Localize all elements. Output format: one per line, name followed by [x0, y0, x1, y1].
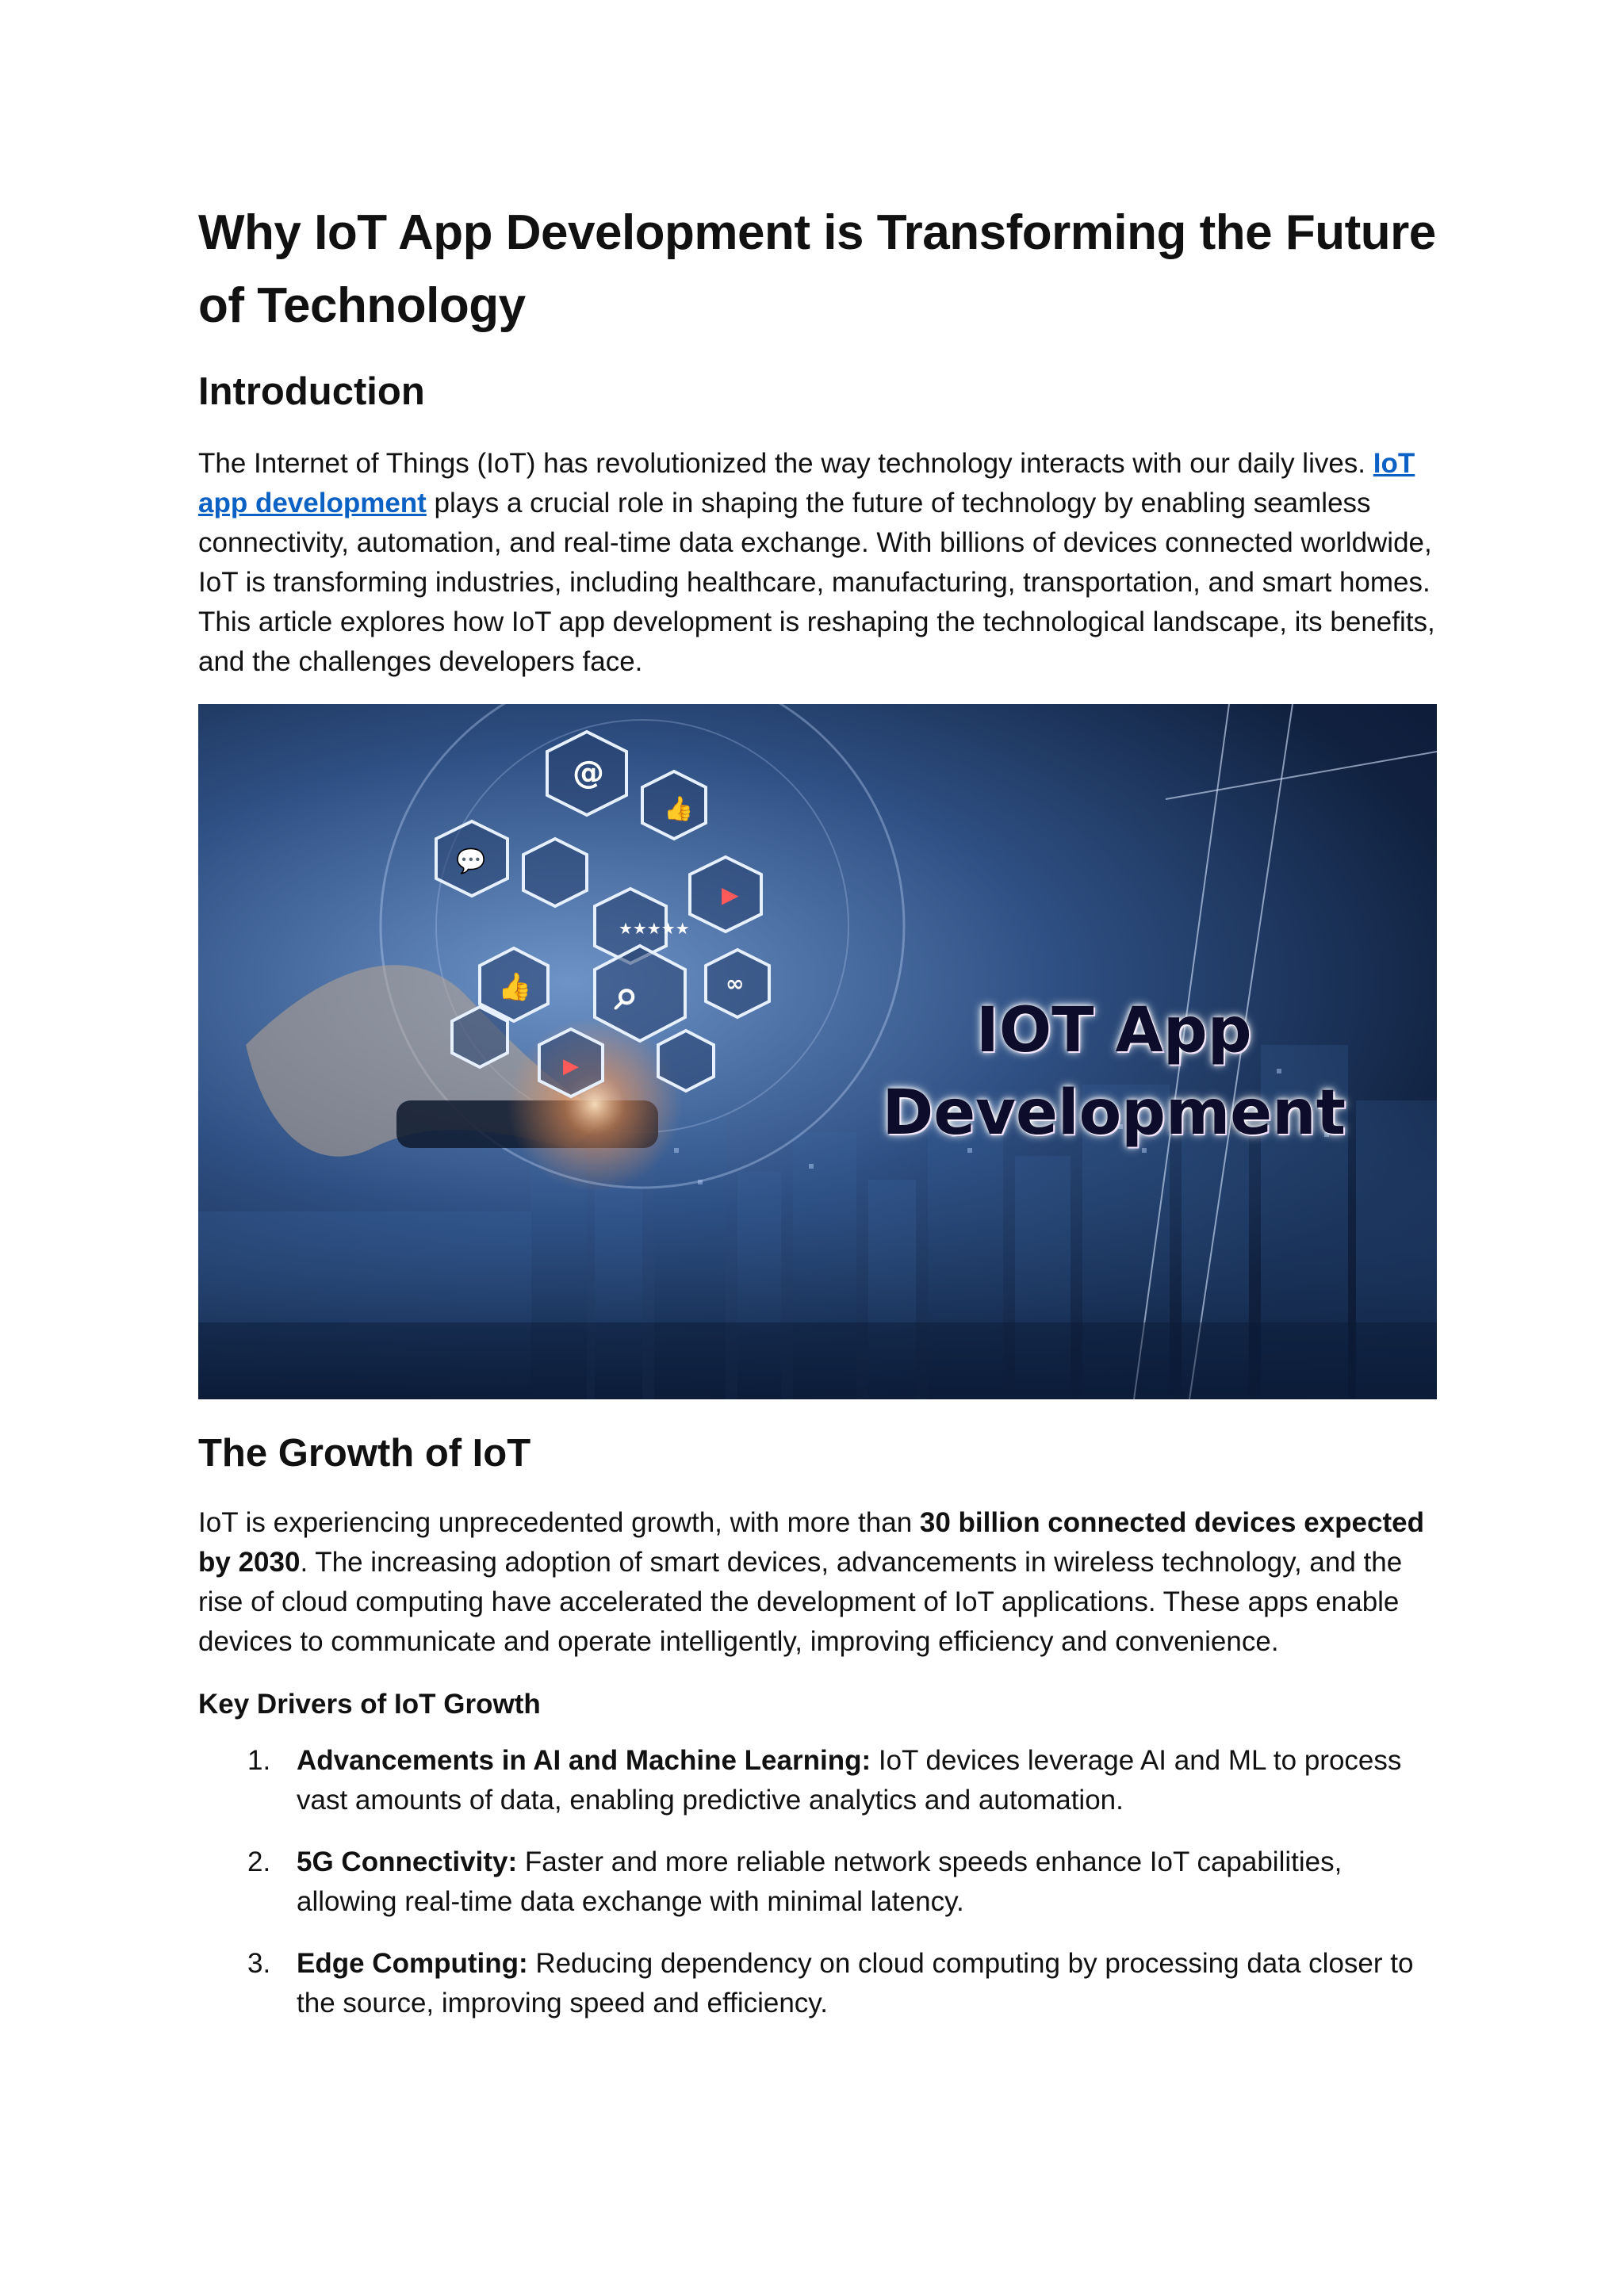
list-item	[198, 1843, 1437, 1922]
growth-paragraph	[198, 1503, 1437, 1662]
list-number: 1.	[247, 1745, 271, 1776]
video-icon: ▶	[722, 882, 739, 908]
iot-app-development-link[interactable]: IoT app development	[198, 448, 1415, 519]
play-icon: ▶	[563, 1054, 579, 1078]
like-icon: 👍	[498, 971, 532, 1003]
list-item-label: Edge Computing:	[297, 1948, 528, 1979]
list-item-label: Advancements in AI and Machine Learning:	[297, 1745, 871, 1776]
growth-text-start: IoT is experiencing unprecedented growth, with more than	[198, 1507, 920, 1538]
list-item-text: Faster and more reliable network speeds enhance IoT capabilities, allowing real-time data exchange with minimal latency.	[297, 1846, 1342, 1917]
at-icon: @	[573, 755, 604, 791]
list-number: 3.	[247, 1948, 271, 1979]
growth-heading: The Growth of IoT	[198, 1432, 531, 1475]
list-item	[198, 1741, 1437, 1820]
rating-stars-icon: ★★★★★	[619, 919, 690, 938]
thumbs-up-icon: 👍	[664, 795, 694, 823]
growth-bold-stat: 30 billion connected devices expected by 2030	[198, 1507, 1424, 1578]
hero-title	[882, 989, 1346, 1154]
link-icon: ∞	[726, 970, 745, 997]
intro-text-start: The Internet of Things (IoT) has revolutionized the way technology interacts with our daily lives.	[198, 448, 1373, 479]
drivers-heading: Key Drivers of IoT Growth	[198, 1689, 541, 1720]
list-number: 2.	[247, 1846, 271, 1877]
intro-text-end: plays a crucial role in shaping the future of technology by enabling seamless connectivity, automation, and real-time data exchange. With billions of devices connected worldwide, IoT is transforming industries, including healthcare, manufacturing, transportation, and smart homes. This article explores how IoT app development is reshaping the technological landscape, its benefits, and the challenges developers face.	[198, 488, 1435, 677]
intro-paragraph	[198, 444, 1437, 682]
list-item-text: Reducing dependency on cloud computing by processing data closer to the source, improving speed and efficiency.	[297, 1948, 1414, 2019]
intro-heading: Introduction	[198, 370, 425, 413]
hero-image	[198, 704, 1437, 1399]
hero-title-line-2: Development	[882, 1077, 1346, 1149]
magnifier-icon: ⌕	[615, 970, 639, 1020]
list-item-label: 5G Connectivity:	[297, 1846, 518, 1877]
drivers-list	[198, 1741, 1437, 2045]
growth-text-end: . The increasing adoption of smart devices, advancements in wireless technology, and the rise of cloud computing have accelerated the development of IoT applications. These apps enable devices to communicate and operate intelligently, improving efficiency and convenience.	[198, 1547, 1403, 1657]
list-item	[198, 1944, 1437, 2023]
hero-title-line-1: IOT App	[975, 995, 1252, 1066]
list-item-text: IoT devices leverage AI and ML to process vast amounts of data, enabling predictive analytics and automation.	[297, 1745, 1402, 1816]
page-title: Why IoT App Development is Transforming the Future of Technology	[198, 205, 1436, 333]
chat-icon: 💬	[456, 848, 486, 875]
